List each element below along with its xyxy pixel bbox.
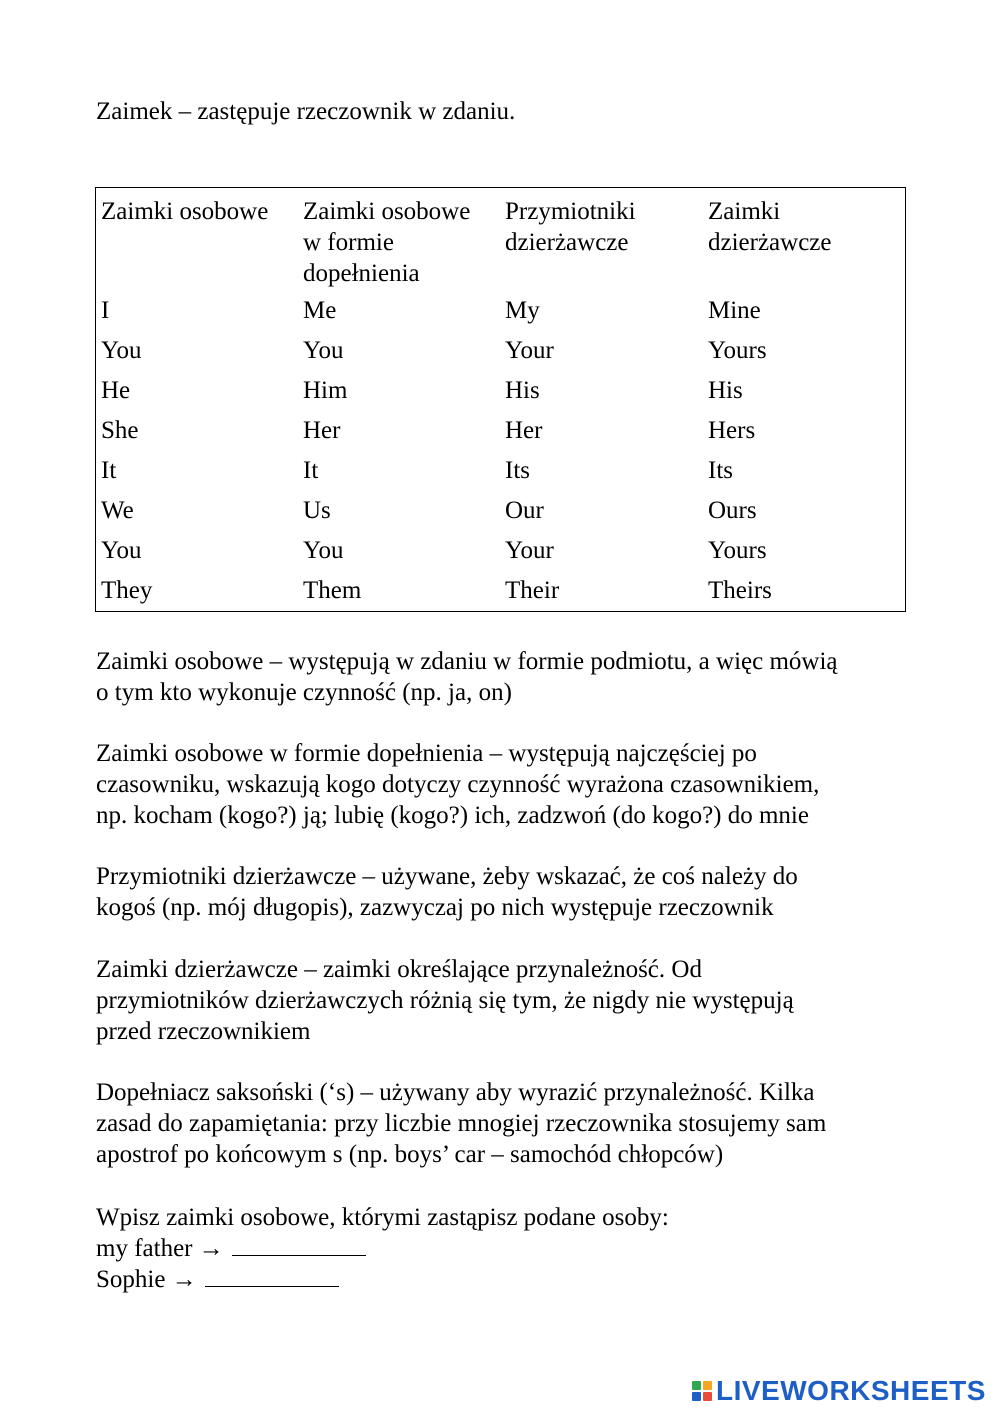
exercise-item xyxy=(96,1264,339,1295)
explanation-paragraph xyxy=(96,738,916,831)
table-cell: They xyxy=(101,577,153,604)
paragraph-line: np. kocham (kogo?) ją; lubię (kogo?) ich, zadzwoń (do kogo?) do mnie xyxy=(96,802,809,829)
table-cell: Him xyxy=(303,377,348,404)
paragraph-line: kogoś (np. mój długopis), zazwyczaj po nich występuje rzeczownik xyxy=(96,894,774,921)
table-cell: Her xyxy=(505,417,543,444)
paragraph-line: zasad do zapamiętania: przy liczbie mnogiej rzeczownika stosujemy sam xyxy=(96,1110,827,1137)
paragraph-line: Zaimki osobowe w formie dopełnienia – występują najczęściej po xyxy=(96,740,757,767)
table-cell: Their xyxy=(505,577,560,604)
table-cell: It xyxy=(303,457,319,484)
exercise-subject: my father xyxy=(96,1235,193,1262)
table-cell: My xyxy=(505,297,540,324)
table-cell: I xyxy=(101,297,110,324)
explanation-paragraph xyxy=(96,954,916,1047)
table-cell: Your xyxy=(505,537,554,564)
logo-square xyxy=(703,1392,712,1401)
answer-blank[interactable] xyxy=(232,1233,366,1256)
table-cell: You xyxy=(303,537,344,564)
logo-square xyxy=(703,1381,712,1390)
table-cell: His xyxy=(708,377,743,404)
table-cell: Me xyxy=(303,297,337,324)
table-cell: You xyxy=(101,537,142,564)
table-header-cell: Zaimki dzierżawcze xyxy=(708,198,832,256)
table-cell: Hers xyxy=(708,417,756,444)
logo-square xyxy=(692,1381,701,1390)
table-cell: He xyxy=(101,377,131,404)
table-header-cell: Zaimki osobowe w formie dopełnienia xyxy=(303,198,471,287)
logo-text: LIVEWORKSHEETS xyxy=(716,1375,986,1406)
table-cell: It xyxy=(101,457,117,484)
explanation-paragraph xyxy=(96,861,916,923)
paragraph-line: Zaimki osobowe – występują w zdaniu w formie podmiotu, a więc mówią xyxy=(96,648,838,675)
exercise-item xyxy=(96,1233,366,1264)
table-cell: Its xyxy=(708,457,733,484)
paragraph-line: apostrof po końcowym s (np. boys’ car – samochód chłopców) xyxy=(96,1141,724,1168)
paragraph-line: Zaimki dzierżawcze – zaimki określające przynależność. Od xyxy=(96,956,702,983)
table-cell: Her xyxy=(303,417,341,444)
liveworksheets-logo xyxy=(692,1376,986,1406)
explanation-paragraph xyxy=(96,1077,916,1170)
table-cell: Them xyxy=(303,577,362,604)
table-cell: You xyxy=(303,337,344,364)
table-cell: You xyxy=(101,337,142,364)
table-cell: Us xyxy=(303,497,331,524)
exercise-subject: Sophie xyxy=(96,1266,166,1293)
table-cell: Yours xyxy=(708,337,767,364)
table-cell: Your xyxy=(505,337,554,364)
paragraph-line: czasowniku, wskazują kogo dotyczy czynność wyrażona czasownikiem, xyxy=(96,771,820,798)
table-cell: Mine xyxy=(708,297,761,324)
table-cell: Theirs xyxy=(708,577,772,604)
arrow-icon: → xyxy=(171,1266,197,1293)
pronoun-table xyxy=(95,187,906,612)
table-cell: We xyxy=(101,497,134,524)
logo-mark-icon xyxy=(692,1381,712,1401)
table-cell: Our xyxy=(505,497,544,524)
table-header-cell: Przymiotniki dzierżawcze xyxy=(505,198,636,256)
arrow-icon: → xyxy=(198,1235,224,1262)
table-cell: Its xyxy=(505,457,530,484)
paragraph-line: przed rzeczownikiem xyxy=(96,1018,311,1045)
paragraph-line: Dopełniacz saksoński (‘s) – używany aby wyrazić przynależność. Kilka xyxy=(96,1079,815,1106)
table-cell: His xyxy=(505,377,540,404)
intro-sentence: Zaimek – zastępuje rzeczownik w zdaniu. xyxy=(96,98,516,125)
table-cell: Ours xyxy=(708,497,757,524)
paragraph-line: Przymiotniki dzierżawcze – używane, żeby wskazać, że coś należy do xyxy=(96,863,798,890)
logo-square xyxy=(692,1392,701,1401)
table-cell: She xyxy=(101,417,139,444)
explanation-paragraph xyxy=(96,646,916,708)
paragraph-line: przymiotników dzierżawczych różnią się tym, że nigdy nie występują xyxy=(96,987,794,1014)
exercise-instruction: Wpisz zaimki osobowe, którymi zastąpisz podane osoby: xyxy=(96,1204,669,1231)
paragraph-line: o tym kto wykonuje czynność (np. ja, on) xyxy=(96,679,512,706)
table-header-cell: Zaimki osobowe xyxy=(101,198,269,225)
table-cell: Yours xyxy=(708,537,767,564)
answer-blank[interactable] xyxy=(205,1264,339,1287)
